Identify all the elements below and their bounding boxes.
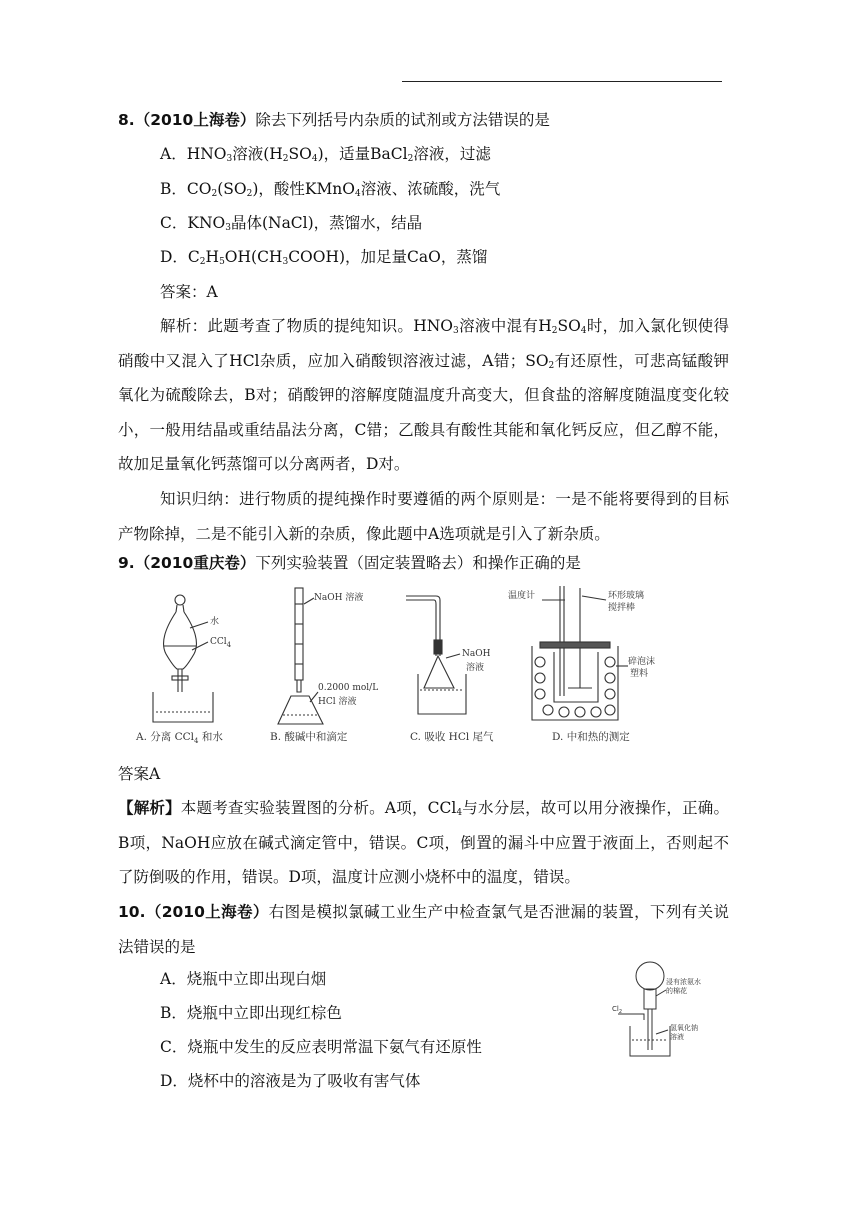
svg-text:氢氧化钠: 氢氧化钠 — [670, 1024, 698, 1032]
q8-analysis: 解析：此题考查了物质的提纯知识。$HNO_3$溶液中混有$H_2SO_4$时，加入氯化钡使得硝酸中又混入了HCl杂质，应加入硝酸钡溶液过滤，A错；$SO_2$有还原性，可悲高锰酸钾氧化为硫酸除去，B对；硝酸钾的溶解度随温度升高变大，但食盐的溶解度随温度变化较小，一般用结晶或重结晶法分离，C错；乙酸具有酸性其能和氧化钙反应，但乙醇不能，故加足量氧化钙蒸馏可以分离两者，D对。 — [118, 317, 729, 474]
svg-text:NaOH 溶液: NaOH 溶液 — [314, 593, 364, 603]
q8-summary: 知识归纳：进行物质的提纯操作时要遵循的两个原则是：一是不能将要得到的目标产物除掉，二是不能引入新的杂质，像此题中A选项就是引入了新杂质。 — [118, 490, 729, 543]
header-rule — [402, 81, 722, 82]
svg-text:溶液: 溶液 — [466, 663, 485, 673]
q8-option-a: A．$HNO_3$溶液$(H_2SO_4)$，适量BaCl$_2$溶液，过滤 — [160, 145, 491, 164]
q8-option-c: C．$KNO_3$晶体(NaCl)，蒸馏水，结晶 — [160, 214, 423, 233]
svg-text:浸有浓氨水: 浸有浓氨水 — [666, 978, 701, 986]
q9-apparatus-figure — [128, 584, 668, 749]
gas-absorption-diagram — [406, 596, 466, 714]
q8-option-b: B．$CO_2(SO_2)$，酸性KMnO$_4$溶液、浓硫酸，洗气 — [160, 180, 501, 199]
svg-text:搅拌棒: 搅拌棒 — [608, 603, 636, 613]
q10-option-b: B．烧瓶中立即出现红棕色 — [160, 1004, 342, 1022]
titration-diagram — [278, 588, 323, 724]
svg-text:0.2000 mol/L: 0.2000 mol/L — [318, 683, 379, 693]
question-10-stem: 10.（2010上海卷）右图是模拟氯碱工业生产中检查氯气是否泄漏的装置，下列有关说法错误的是 — [118, 903, 729, 956]
q10-option-a: A．烧瓶中立即出现白烟 — [160, 970, 327, 988]
q8-option-d: D．$C_2H_5OH(CH_3COOH)$，加足量CaO，蒸馏 — [160, 248, 488, 267]
svg-text:的棉花: 的棉花 — [666, 987, 687, 995]
svg-text:环形玻璃: 环形玻璃 — [608, 591, 645, 601]
separatory-funnel-diagram — [153, 595, 213, 722]
question-9-stem: 9.（2010重庆卷）下列实验装置（固定装置略去）和操作正确的是 — [118, 554, 581, 572]
svg-text:C. 吸收 HCl 尾气: C. 吸收 HCl 尾气 — [410, 731, 494, 743]
q9-analysis: 【解析】本题考查实验装置图的分析。A项，CCl$_4$与水分层，故可以用分液操作，正确。B项，NaOH应放在碱式滴定管中，错误。C项，倒置的漏斗中应置于液面上，否则起不了防倒吸的作用，错误。D项，温度计应测小烧杯中的温度，错误。 — [118, 799, 729, 887]
q10-option-c: C．烧瓶中发生的反应表明常温下氨气有还原性 — [160, 1038, 482, 1056]
svg-text:NaOH: NaOH — [462, 649, 491, 659]
svg-text:塑料: 塑料 — [630, 669, 649, 679]
svg-text:溶液: 溶液 — [670, 1033, 684, 1041]
svg-text:温度计: 温度计 — [508, 591, 536, 601]
svg-text:CCl4: CCl$_4$ — [210, 637, 232, 649]
svg-text:碎泡沫: 碎泡沫 — [628, 657, 656, 667]
svg-text:Cl2: $Cl_2$ — [612, 1005, 623, 1015]
svg-text:A. 分离 CCl4 和水: A. 分离 CCl$_4$ 和水 — [136, 731, 223, 745]
q10-option-d: D．烧杯中的溶液是为了吸收有害气体 — [160, 1072, 421, 1090]
svg-text:D. 中和热的测定: D. 中和热的测定 — [552, 731, 630, 743]
svg-text:水: 水 — [210, 617, 220, 627]
q10-apparatus-figure — [610, 960, 720, 1065]
q8-answer: 答案：A — [160, 283, 218, 301]
question-8-stem: 8.（2010上海卷）除去下列括号内杂质的试剂或方法错误的是 — [118, 111, 550, 129]
q9-answer: 答案A — [118, 765, 161, 783]
svg-text:HCl 溶液: HCl 溶液 — [318, 697, 357, 707]
svg-text:B. 酸碱中和滴定: B. 酸碱中和滴定 — [270, 731, 348, 743]
